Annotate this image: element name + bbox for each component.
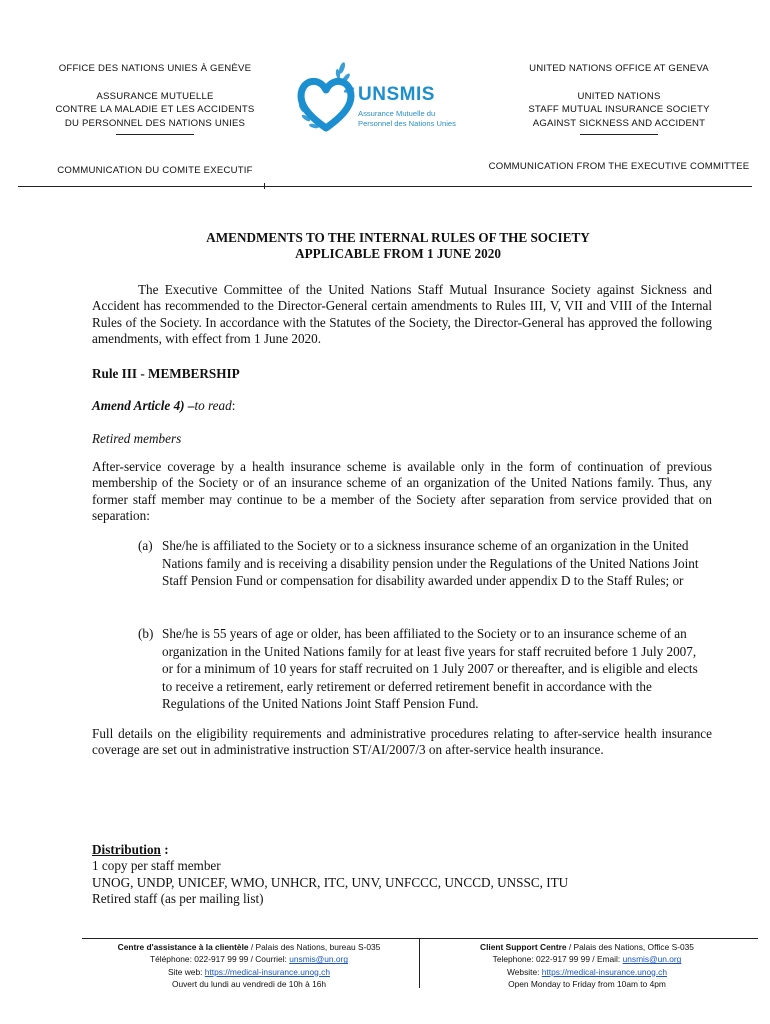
amend-bold: Amend Article 4) – xyxy=(92,398,195,413)
distribution-heading xyxy=(92,842,568,858)
header-right-line3: STAFF MUTUAL INSURANCE SOCIETY xyxy=(528,104,710,115)
footer-right-title-line xyxy=(428,941,746,953)
unsmis-logo xyxy=(296,58,466,138)
intro-paragraph: The Executive Committee of the United Nations Staff Mutual Insurance Society against Sickness and Accident has recommended to the Director-General certain amendments to Rules III, V, VII and VIII of the Internal Rules of the Society. In accordance with the Statutes of the Society, the Director-General has approved the following amendments, with effect from 1 June 2020. xyxy=(92,282,712,347)
footer-left-web-line xyxy=(90,966,408,978)
logo-name: UNSMIS xyxy=(358,84,435,105)
footer-right-hours: Open Monday to Friday from 10am to 4pm xyxy=(508,978,666,989)
list-item xyxy=(138,625,710,713)
header-left-office: OFFICE DES NATIONS UNIES À GENÈVE xyxy=(58,63,252,74)
footer-right-email-link[interactable]: unsmis@un.org xyxy=(622,954,682,965)
header-divider xyxy=(18,186,752,187)
header-left-line3: CONTRE LA MALADIE ET LES ACCIDENTS xyxy=(55,104,255,115)
header-left-line2: ASSURANCE MUTUELLE xyxy=(96,90,214,102)
footer-divider xyxy=(82,938,758,939)
subheading-retired-members: Retired members xyxy=(92,431,182,446)
full-details-paragraph: Full details on the eligibility requirements and administrative procedures relating to after-service health insurance coverage are set out in administrative instruction ST/AI/2007/3 on after-service health insurance. xyxy=(92,726,712,758)
footer-left-title-line xyxy=(90,941,408,953)
footer-right-contact xyxy=(428,953,746,965)
list-item-text: She/he is affiliated to the Society or to a sickness insurance scheme of an organization in the United Nations family and is receiving a disability pension under the Regulations of the United Nations Joint Staff Pension Fund or compensation for disability awarded under appendix D to the Staff Rules; or xyxy=(162,538,699,588)
header-right-office: UNITED NATIONS OFFICE AT GENEVA xyxy=(529,63,709,74)
header-right-communication: COMMUNICATION FROM THE EXECUTIVE COMMITTEE xyxy=(488,161,750,172)
footer-left-website-link[interactable]: https://medical-insurance.unog.ch xyxy=(204,966,330,977)
title-line2: APPLICABLE FROM 1 JUNE 2020 xyxy=(295,246,501,261)
footer-right xyxy=(428,941,746,990)
heart-laurel-icon xyxy=(296,58,356,138)
footer-left-title-rest: / Palais des Nations, bureau S-035 xyxy=(248,942,381,952)
amend-rest: to read xyxy=(194,398,232,413)
footer-right-title: Client Support Centre xyxy=(480,942,567,952)
amend-line xyxy=(92,398,235,414)
footer-left-web-label: Site web: xyxy=(167,966,205,977)
logo-subtitle xyxy=(358,109,468,129)
footer-left-hours: Ouvert du lundi au vendredi de 10h à 16h xyxy=(171,978,327,989)
header-left-communication: COMMUNICATION DU COMITE EXECUTIF xyxy=(57,165,253,176)
footer-right-phone: Telephone: 022-917 99 99 / Email: xyxy=(492,954,623,965)
logo-sub-line2: Personnel des Nations Unies xyxy=(358,119,456,128)
footer-right-web-label: Website: xyxy=(507,966,542,977)
footer-left-phone: Téléphone: 022-917 99 99 / Courriel: xyxy=(150,954,290,965)
footer-left-contact xyxy=(90,953,408,965)
header-left-line4: DU PERSONNEL DES NATIONS UNIES xyxy=(64,117,246,129)
header-right-block xyxy=(488,62,750,172)
footer-left-title: Centre d'assistance à la clientèle xyxy=(117,942,249,952)
logo-sub-line1: Assurance Mutuelle du xyxy=(358,109,436,118)
header-right-line4: AGAINST SICKNESS AND ACCIDENT xyxy=(532,117,706,129)
list-item-label: (b) xyxy=(138,626,154,641)
footer-right-title-rest: / Palais des Nations, Office S-035 xyxy=(566,942,694,952)
header-right-divider xyxy=(580,134,658,135)
list-item-text: She/he is 55 years of age or older, has been affiliated to the Society or to an insurance scheme of an organization in the United Nations family for at least five years for staff recruited before 1 July 2007, or for a minimum of 10 years for staff recruited on 1 July 2007 or thereafter, and is eligible and elects to receive a retirement, early retirement or deferred retirement benefit in accordance with the Regulations of the United Nations Joint Staff Pension Fund. xyxy=(162,626,698,711)
footer-left-email-link[interactable]: unsmis@un.org xyxy=(289,954,348,965)
footer-right-web-line xyxy=(428,966,746,978)
rule-heading: Rule III - MEMBERSHIP xyxy=(92,366,240,381)
distribution-heading-text: Distribution xyxy=(92,842,161,857)
footer-left xyxy=(90,941,408,990)
distribution-heading-colon: : xyxy=(160,842,169,857)
footer-right-website-link[interactable]: https://medical-insurance.unog.ch xyxy=(541,966,667,977)
coverage-paragraph: After-service coverage by a health insurance scheme is available only in the form of continuation of previous membership of the Society or of an insurance scheme of an organization of the United Nations family. Thus, any former staff member may continue to be a member of the Society after separation from service provided that on separation: xyxy=(92,459,712,524)
distribution-block xyxy=(92,842,568,908)
title-line1: AMENDMENTS TO THE INTERNAL RULES OF THE SOCIETY xyxy=(206,230,590,245)
header-right-line2: UNITED NATIONS xyxy=(577,90,661,102)
header-left-divider xyxy=(116,134,194,135)
footer-column-divider xyxy=(419,938,420,988)
distribution-line: 1 copy per staff member xyxy=(92,858,221,874)
document-title xyxy=(60,230,736,262)
list-item-label: (a) xyxy=(138,538,153,553)
header-left-block xyxy=(30,62,280,176)
distribution-line: Retired staff (as per mailing list) xyxy=(92,891,264,907)
header-divider-tick xyxy=(264,183,265,189)
list-item xyxy=(138,537,710,590)
distribution-line: UNOG, UNDP, UNICEF, WMO, UNHCR, ITC, UNV, UNFCCC, UNCCD, UNSSC, ITU xyxy=(92,874,569,890)
amend-colon: : xyxy=(231,398,236,413)
